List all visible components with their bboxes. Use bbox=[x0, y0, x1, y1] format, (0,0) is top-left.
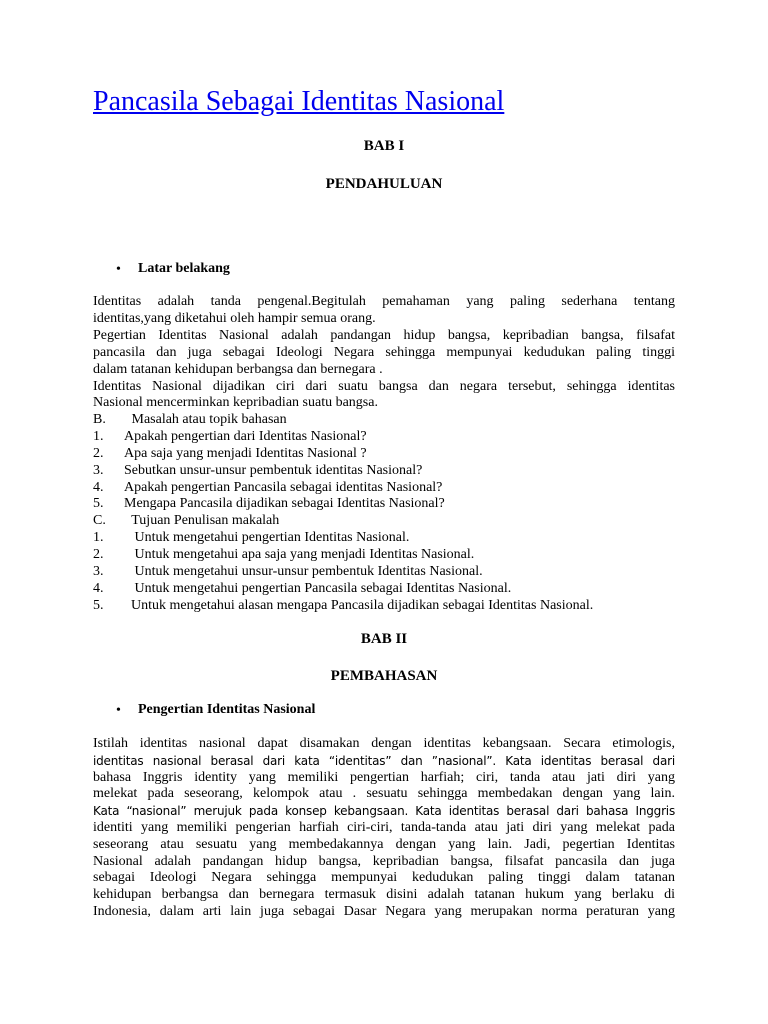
text-line: seseorang atau sesuatu yang membedakannya dengan yang lain. Jadi, pegertian Identitas bbox=[93, 836, 675, 852]
text-line: Identitas Nasional dijadikan ciri dari suatu bangsa dan negara tersebut, sehingga identitas bbox=[93, 378, 675, 394]
text-line: identiti yang memiliki pengerian harfiah ciri-ciri, tanda-tanda atau jati diri yang melekat pada bbox=[93, 819, 675, 835]
text-line: Nasional mencerminkan kepribadian suatu bangsa. bbox=[93, 395, 378, 411]
text-line: Nasional adalah pandangan hidup bangsa, kepribadian bangsa, filsafat pancasila dan juga bbox=[93, 853, 675, 869]
text-line: Istilah identitas nasional dapat disamakan dengan identitas kebangsaan. Secara etimologis, bbox=[93, 736, 675, 751]
text-line: Pegertian Identitas Nasional adalah pandangan hidup bangsa, kepribadian bangsa, filsafat bbox=[93, 327, 675, 343]
list-item: 5. Untuk mengetahui alasan mengapa Pancasila dijadikan sebagai Identitas Nasional. bbox=[93, 597, 594, 613]
paragraph-latar-belakang bbox=[93, 294, 675, 412]
list-item: 3. Sebutkan unsur-unsur pembentuk identitas Nasional? bbox=[93, 462, 423, 478]
page-title-link[interactable]: Pancasila Sebagai Identitas Nasional bbox=[93, 86, 505, 117]
list-item: 4. Untuk mengetahui pengertian Pancasila sebagai Identitas Nasional. bbox=[93, 580, 512, 596]
text-line: melekat pada seseorang, kelompok atau . sesuatu sehingga membedakan dengan yang lain. bbox=[93, 786, 675, 802]
text-line: identitas,yang diketahui oleh hampir semua orang. bbox=[93, 310, 376, 326]
list-item: 4. Apakah pengertian Pancasila sebagai identitas Nasional? bbox=[93, 479, 443, 495]
numbered-list bbox=[93, 412, 593, 615]
bullet-icon: • bbox=[116, 703, 121, 718]
section-heading-pendahuluan: PENDAHULUAN bbox=[325, 176, 443, 192]
subheading-pengertian-identitas: Pengertian Identitas Nasional bbox=[138, 702, 316, 717]
text-line: identitas nasional berasal dari kata “identitas” dan ”nasional”. Kata identitas berasal dari bbox=[93, 753, 675, 768]
text-line: sebagai Ideologi Negara sehingga mempunyai kedudukan paling tinggi dalam tatanan bbox=[93, 870, 675, 886]
text-line: Indonesia, dalam arti lain juga sebagai Dasar Negara yang merupakan norma peraturan yang bbox=[93, 903, 675, 919]
chapter-heading-bab1: BAB I bbox=[363, 138, 405, 154]
list-item: 3. Untuk mengetahui unsur-unsur pembentuk Identitas Nasional. bbox=[93, 564, 483, 580]
list-item: 5. Mengapa Pancasila dijadikan sebagai Identitas Nasional? bbox=[93, 496, 445, 512]
list-item: 1. Untuk mengetahui pengertian Identitas Nasional. bbox=[93, 530, 410, 546]
list-item: B. Masalah atau topik bahasan bbox=[93, 412, 287, 427]
subheading-latar-belakang: Latar belakang bbox=[138, 261, 230, 276]
text-line: kehidupan berbangsa dan bernegara termasuk disini adalah tatanan hukum yang berlaku di bbox=[93, 887, 675, 903]
list-item: 1. Apakah pengertian dari Identitas Nasional? bbox=[93, 428, 367, 444]
text-line: bahasa Inggris identity yang memiliki pengertian harfiah; ciri, tanda atau jati diri yang bbox=[93, 769, 675, 785]
bullet-icon: • bbox=[116, 262, 121, 277]
text-line: dalam tatanan kehidupan berbangsa dan bernegara . bbox=[93, 361, 383, 377]
list-item: C. Tujuan Penulisan makalah bbox=[93, 513, 280, 529]
list-item: 2. Apa saja yang menjadi Identitas Nasional ? bbox=[93, 445, 367, 461]
chapter-heading-bab2: BAB II bbox=[360, 631, 408, 647]
text-line: pancasila dan juga sebagai Ideologi Negara sehingga mempunyai kedudukan paling tinggi bbox=[93, 344, 675, 360]
paragraph-pengertian bbox=[93, 736, 675, 921]
text-line: Identitas adalah tanda pengenal.Begitulah pemahaman yang paling sederhana tentang bbox=[93, 294, 675, 309]
section-heading-pembahasan: PEMBAHASAN bbox=[330, 668, 438, 684]
text-line: Kata “nasional” merujuk pada konsep kebangsaan. Kata identitas berasal dari bahasa Inggris bbox=[93, 804, 675, 819]
list-item: 2. Untuk mengetahui apa saja yang menjadi Identitas Nasional. bbox=[93, 547, 475, 563]
